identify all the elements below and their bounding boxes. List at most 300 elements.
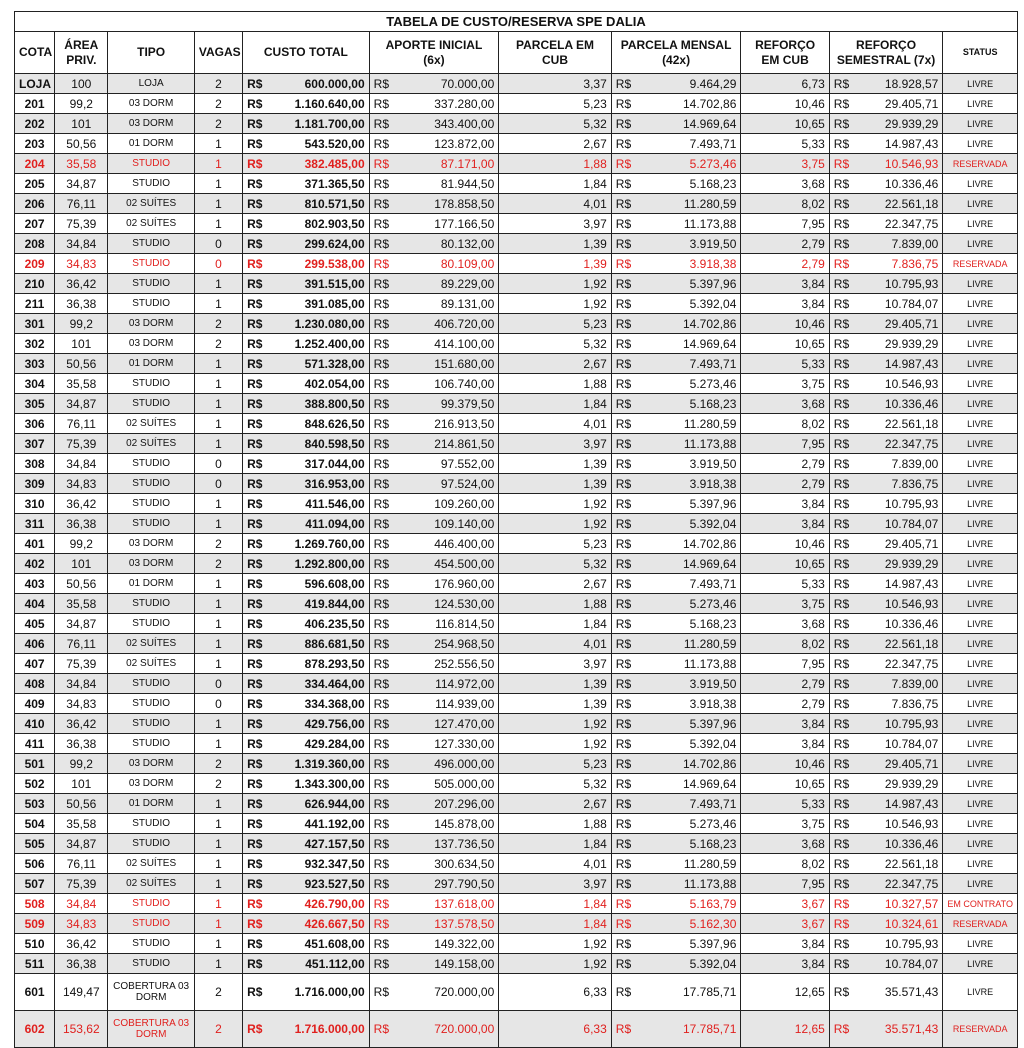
cell-cota: 602 <box>15 1011 55 1048</box>
cell-parcela-currency: R$ <box>611 574 637 594</box>
cell-parcela-mensal: 7.493,71 <box>637 354 740 374</box>
cell-cota: 306 <box>15 414 55 434</box>
cell-aporte-inicial: 106.740,00 <box>395 374 498 394</box>
cell-reforco-currency: R$ <box>829 574 855 594</box>
cell-reforco-semestral: 22.561,18 <box>855 194 942 214</box>
cell-area: 76,11 <box>55 194 108 214</box>
cell-custo-currency: R$ <box>243 354 271 374</box>
cell-aporte-inicial: 87.171,00 <box>395 154 498 174</box>
cell-custo-total: 429.756,00 <box>271 714 369 734</box>
cell-custo-total: 334.464,00 <box>271 674 369 694</box>
cell-reforco-currency: R$ <box>829 74 855 94</box>
cell-cota: 311 <box>15 514 55 534</box>
cell-parcela-mensal: 14.969,64 <box>637 774 740 794</box>
cell-custo-currency: R$ <box>243 174 271 194</box>
cell-custo-currency: R$ <box>243 654 271 674</box>
cell-custo-currency: R$ <box>243 254 271 274</box>
cell-reforco-semestral: 10.784,07 <box>855 734 942 754</box>
cell-vagas: 1 <box>194 174 242 194</box>
cell-parcela-currency: R$ <box>611 654 637 674</box>
cell-tipo: STUDIO <box>108 814 194 834</box>
cell-status: LIVRE <box>943 674 1018 694</box>
cell-aporte-inicial: 116.814,50 <box>395 614 498 634</box>
cell-area: 101 <box>55 774 108 794</box>
cell-parcela-mensal: 3.919,50 <box>637 234 740 254</box>
cell-parcela-cub: 1,39 <box>499 254 612 274</box>
cell-reforco-currency: R$ <box>829 294 855 314</box>
cell-parcela-cub: 1,92 <box>499 494 612 514</box>
table-row <box>15 934 1018 954</box>
cell-parcela-cub: 3,37 <box>499 74 612 94</box>
cell-aporte-currency: R$ <box>369 234 395 254</box>
cell-area: 50,56 <box>55 794 108 814</box>
cell-reforco-semestral: 7.839,00 <box>855 454 942 474</box>
cell-reforco-currency: R$ <box>829 214 855 234</box>
cell-vagas: 0 <box>194 674 242 694</box>
table-row <box>15 674 1018 694</box>
cell-status: LIVRE <box>943 234 1018 254</box>
cell-custo-currency: R$ <box>243 114 271 134</box>
cell-parcela-mensal: 5.397,96 <box>637 494 740 514</box>
cell-aporte-inicial: 109.260,00 <box>395 494 498 514</box>
cell-cota: 503 <box>15 794 55 814</box>
cell-parcela-cub: 5,32 <box>499 774 612 794</box>
cell-aporte-inicial: 178.858,50 <box>395 194 498 214</box>
cell-aporte-inicial: 114.939,00 <box>395 694 498 714</box>
cell-aporte-inicial: 406.720,00 <box>395 314 498 334</box>
cell-parcela-mensal: 14.969,64 <box>637 334 740 354</box>
cell-custo-total: 391.085,00 <box>271 294 369 314</box>
cell-area: 34,84 <box>55 454 108 474</box>
cell-reforco-semestral: 29.939,29 <box>855 554 942 574</box>
cell-parcela-currency: R$ <box>611 334 637 354</box>
cell-custo-total: 1.716.000,00 <box>271 974 369 1011</box>
cell-status: LIVRE <box>943 354 1018 374</box>
cell-custo-total: 382.485,00 <box>271 154 369 174</box>
cell-cota: 510 <box>15 934 55 954</box>
cell-status: LIVRE <box>943 274 1018 294</box>
cell-aporte-inicial: 124.530,00 <box>395 594 498 614</box>
cell-parcela-currency: R$ <box>611 394 637 414</box>
table-row <box>15 194 1018 214</box>
cell-area: 36,42 <box>55 494 108 514</box>
cell-reforco-currency: R$ <box>829 234 855 254</box>
cell-aporte-inicial: 97.524,00 <box>395 474 498 494</box>
cell-status: LIVRE <box>943 734 1018 754</box>
cell-status: LIVRE <box>943 974 1018 1011</box>
cell-aporte-currency: R$ <box>369 574 395 594</box>
cell-parcela-currency: R$ <box>611 454 637 474</box>
cell-parcela-mensal: 11.173,88 <box>637 214 740 234</box>
cell-area: 75,39 <box>55 874 108 894</box>
cell-vagas: 1 <box>194 214 242 234</box>
cell-custo-currency: R$ <box>243 494 271 514</box>
cell-aporte-currency: R$ <box>369 374 395 394</box>
cell-custo-total: 427.157,50 <box>271 834 369 854</box>
cell-vagas: 1 <box>194 834 242 854</box>
cell-parcela-mensal: 5.392,04 <box>637 954 740 974</box>
cell-vagas: 1 <box>194 574 242 594</box>
cell-custo-currency: R$ <box>243 94 271 114</box>
cell-area: 50,56 <box>55 354 108 374</box>
cell-cota: 403 <box>15 574 55 594</box>
cell-cota: 507 <box>15 874 55 894</box>
cell-parcela-cub: 2,67 <box>499 134 612 154</box>
cell-parcela-mensal: 5.273,46 <box>637 154 740 174</box>
cell-reforco-currency: R$ <box>829 494 855 514</box>
cell-reforco-cub: 3,84 <box>741 514 829 534</box>
table-row <box>15 854 1018 874</box>
cell-reforco-semestral: 10.336,46 <box>855 614 942 634</box>
cell-parcela-cub: 2,67 <box>499 354 612 374</box>
cell-vagas: 1 <box>194 854 242 874</box>
cell-aporte-currency: R$ <box>369 814 395 834</box>
cell-parcela-cub: 4,01 <box>499 634 612 654</box>
cell-status: LIVRE <box>943 454 1018 474</box>
cell-parcela-mensal: 3.919,50 <box>637 454 740 474</box>
cell-aporte-inicial: 177.166,50 <box>395 214 498 234</box>
cell-aporte-inicial: 109.140,00 <box>395 514 498 534</box>
cell-vagas: 1 <box>194 934 242 954</box>
cell-parcela-cub: 1,92 <box>499 514 612 534</box>
cell-vagas: 1 <box>194 794 242 814</box>
cell-parcela-cub: 1,92 <box>499 734 612 754</box>
cell-cota: 501 <box>15 754 55 774</box>
cell-tipo: 01 DORM <box>108 794 194 814</box>
cell-parcela-cub: 1,88 <box>499 154 612 174</box>
cell-vagas: 1 <box>194 614 242 634</box>
cell-parcela-currency: R$ <box>611 534 637 554</box>
cell-custo-currency: R$ <box>243 294 271 314</box>
cell-parcela-mensal: 11.280,59 <box>637 854 740 874</box>
cell-custo-total: 810.571,50 <box>271 194 369 214</box>
cell-parcela-currency: R$ <box>611 494 637 514</box>
table-row <box>15 694 1018 714</box>
cell-custo-total: 402.054,00 <box>271 374 369 394</box>
cell-tipo: STUDIO <box>108 734 194 754</box>
cell-custo-currency: R$ <box>243 974 271 1011</box>
cell-vagas: 0 <box>194 694 242 714</box>
cell-aporte-currency: R$ <box>369 654 395 674</box>
cell-parcela-cub: 3,97 <box>499 214 612 234</box>
cell-cota: 308 <box>15 454 55 474</box>
cell-parcela-currency: R$ <box>611 774 637 794</box>
cell-parcela-currency: R$ <box>611 834 637 854</box>
cell-aporte-currency: R$ <box>369 674 395 694</box>
cell-aporte-currency: R$ <box>369 494 395 514</box>
cell-aporte-currency: R$ <box>369 154 395 174</box>
cell-vagas: 1 <box>194 734 242 754</box>
cell-tipo: STUDIO <box>108 834 194 854</box>
cell-reforco-semestral: 10.546,93 <box>855 814 942 834</box>
cell-parcela-currency: R$ <box>611 914 637 934</box>
cell-parcela-cub: 5,32 <box>499 554 612 574</box>
cell-aporte-currency: R$ <box>369 274 395 294</box>
cell-reforco-cub: 10,46 <box>741 314 829 334</box>
cell-parcela-cub: 1,84 <box>499 174 612 194</box>
cell-cota: 205 <box>15 174 55 194</box>
cell-cota: 504 <box>15 814 55 834</box>
cell-parcela-cub: 1,84 <box>499 394 612 414</box>
cell-reforco-cub: 2,79 <box>741 254 829 274</box>
cell-status: LIVRE <box>943 394 1018 414</box>
cell-custo-total: 419.844,00 <box>271 594 369 614</box>
cell-parcela-mensal: 3.918,38 <box>637 254 740 274</box>
table-row <box>15 454 1018 474</box>
cell-parcela-cub: 5,23 <box>499 534 612 554</box>
cell-reforco-cub: 3,68 <box>741 394 829 414</box>
cell-parcela-mensal: 14.702,86 <box>637 754 740 774</box>
cell-reforco-currency: R$ <box>829 974 855 1011</box>
cell-parcela-mensal: 5.392,04 <box>637 734 740 754</box>
cell-parcela-cub: 3,97 <box>499 874 612 894</box>
cell-reforco-semestral: 10.546,93 <box>855 154 942 174</box>
cell-vagas: 1 <box>194 894 242 914</box>
table-row <box>15 874 1018 894</box>
cell-vagas: 2 <box>194 774 242 794</box>
table-row <box>15 354 1018 374</box>
cell-tipo: 01 DORM <box>108 134 194 154</box>
cell-aporte-inicial: 149.322,00 <box>395 934 498 954</box>
cell-reforco-cub: 2,79 <box>741 694 829 714</box>
cell-vagas: 2 <box>194 554 242 574</box>
cell-reforco-currency: R$ <box>829 194 855 214</box>
cell-status: LIVRE <box>943 74 1018 94</box>
cell-aporte-currency: R$ <box>369 954 395 974</box>
cell-reforco-currency: R$ <box>829 134 855 154</box>
cell-custo-total: 429.284,00 <box>271 734 369 754</box>
cell-tipo: 01 DORM <box>108 574 194 594</box>
cell-vagas: 2 <box>194 94 242 114</box>
cell-reforco-cub: 5,33 <box>741 354 829 374</box>
cell-custo-currency: R$ <box>243 854 271 874</box>
cell-custo-currency: R$ <box>243 694 271 714</box>
cell-vagas: 0 <box>194 474 242 494</box>
cell-reforco-semestral: 7.839,00 <box>855 234 942 254</box>
cell-cota: 601 <box>15 974 55 1011</box>
cell-custo-currency: R$ <box>243 554 271 574</box>
cell-vagas: 2 <box>194 974 242 1011</box>
cell-cota: 211 <box>15 294 55 314</box>
cell-parcela-mensal: 5.162,30 <box>637 914 740 934</box>
cell-custo-total: 334.368,00 <box>271 694 369 714</box>
cell-status: LIVRE <box>943 954 1018 974</box>
cell-parcela-mensal: 17.785,71 <box>637 974 740 1011</box>
cell-aporte-inicial: 252.556,50 <box>395 654 498 674</box>
cell-aporte-inicial: 70.000,00 <box>395 74 498 94</box>
cell-parcela-cub: 4,01 <box>499 414 612 434</box>
cell-parcela-cub: 1,39 <box>499 474 612 494</box>
table-row <box>15 274 1018 294</box>
cell-vagas: 2 <box>194 114 242 134</box>
cell-tipo: STUDIO <box>108 454 194 474</box>
table-row <box>15 574 1018 594</box>
cell-custo-currency: R$ <box>243 214 271 234</box>
cell-area: 36,42 <box>55 274 108 294</box>
cell-reforco-currency: R$ <box>829 694 855 714</box>
cell-vagas: 1 <box>194 914 242 934</box>
cell-parcela-mensal: 5.273,46 <box>637 594 740 614</box>
cell-parcela-mensal: 7.493,71 <box>637 794 740 814</box>
cell-status: RESERVADA <box>943 1011 1018 1048</box>
cell-custo-total: 878.293,50 <box>271 654 369 674</box>
cell-status: LIVRE <box>943 854 1018 874</box>
cell-vagas: 1 <box>194 594 242 614</box>
cell-reforco-semestral: 10.795,93 <box>855 714 942 734</box>
cell-parcela-mensal: 14.969,64 <box>637 114 740 134</box>
cell-aporte-currency: R$ <box>369 414 395 434</box>
cell-cota: 402 <box>15 554 55 574</box>
cell-status: LIVRE <box>943 594 1018 614</box>
cell-custo-currency: R$ <box>243 74 271 94</box>
cell-parcela-cub: 6,33 <box>499 1011 612 1048</box>
cell-tipo: 02 SUÍTES <box>108 414 194 434</box>
cell-parcela-mensal: 5.168,23 <box>637 174 740 194</box>
cell-reforco-cub: 10,46 <box>741 754 829 774</box>
cell-parcela-cub: 1,39 <box>499 234 612 254</box>
cell-custo-currency: R$ <box>243 454 271 474</box>
cell-area: 35,58 <box>55 594 108 614</box>
cell-reforco-cub: 5,33 <box>741 794 829 814</box>
cell-parcela-cub: 4,01 <box>499 854 612 874</box>
cell-status: LIVRE <box>943 874 1018 894</box>
cell-aporte-currency: R$ <box>369 134 395 154</box>
cell-reforco-currency: R$ <box>829 454 855 474</box>
cell-custo-total: 426.667,50 <box>271 914 369 934</box>
cell-aporte-currency: R$ <box>369 434 395 454</box>
cell-area: 99,2 <box>55 94 108 114</box>
cell-reforco-cub: 3,84 <box>741 714 829 734</box>
cell-aporte-inicial: 127.330,00 <box>395 734 498 754</box>
cell-parcela-currency: R$ <box>611 294 637 314</box>
cell-parcela-mensal: 5.397,96 <box>637 714 740 734</box>
table-row <box>15 774 1018 794</box>
cell-cota: 204 <box>15 154 55 174</box>
cell-aporte-currency: R$ <box>369 254 395 274</box>
cell-cota: 210 <box>15 274 55 294</box>
cell-parcela-currency: R$ <box>611 734 637 754</box>
cell-reforco-semestral: 10.795,93 <box>855 274 942 294</box>
cell-cota: 511 <box>15 954 55 974</box>
cell-custo-currency: R$ <box>243 474 271 494</box>
cell-vagas: 0 <box>194 454 242 474</box>
cell-parcela-currency: R$ <box>611 214 637 234</box>
cell-vagas: 1 <box>194 154 242 174</box>
cell-reforco-cub: 3,68 <box>741 834 829 854</box>
cell-aporte-currency: R$ <box>369 394 395 414</box>
header-tipo: TIPO <box>108 32 194 74</box>
cell-aporte-inicial: 137.618,00 <box>395 894 498 914</box>
cell-parcela-currency: R$ <box>611 154 637 174</box>
table-row <box>15 114 1018 134</box>
cell-custo-currency: R$ <box>243 134 271 154</box>
cell-reforco-semestral: 10.546,93 <box>855 374 942 394</box>
cell-aporte-inicial: 446.400,00 <box>395 534 498 554</box>
cell-parcela-currency: R$ <box>611 554 637 574</box>
table-row <box>15 314 1018 334</box>
cell-tipo: 01 DORM <box>108 354 194 374</box>
cell-reforco-semestral: 10.784,07 <box>855 954 942 974</box>
cell-parcela-currency: R$ <box>611 754 637 774</box>
cell-tipo: STUDIO <box>108 394 194 414</box>
cell-parcela-mensal: 14.702,86 <box>637 94 740 114</box>
cell-parcela-currency: R$ <box>611 234 637 254</box>
cell-vagas: 1 <box>194 294 242 314</box>
cell-area: 50,56 <box>55 134 108 154</box>
cell-reforco-cub: 3,67 <box>741 894 829 914</box>
cell-reforco-cub: 10,46 <box>741 534 829 554</box>
cell-tipo: 03 DORM <box>108 554 194 574</box>
table-row <box>15 434 1018 454</box>
cell-custo-currency: R$ <box>243 714 271 734</box>
cell-vagas: 2 <box>194 334 242 354</box>
cell-parcela-mensal: 14.702,86 <box>637 534 740 554</box>
cell-parcela-cub: 5,23 <box>499 314 612 334</box>
cell-custo-currency: R$ <box>243 734 271 754</box>
cell-cota: 303 <box>15 354 55 374</box>
cell-area: 75,39 <box>55 434 108 454</box>
table-row <box>15 254 1018 274</box>
cell-aporte-inicial: 149.158,00 <box>395 954 498 974</box>
cell-parcela-currency: R$ <box>611 954 637 974</box>
cell-parcela-cub: 1,39 <box>499 674 612 694</box>
cell-cota: 411 <box>15 734 55 754</box>
cell-reforco-currency: R$ <box>829 1011 855 1048</box>
header-parcela-cub: PARCELA EM CUB <box>499 32 612 74</box>
cell-status: LIVRE <box>943 694 1018 714</box>
cell-reforco-currency: R$ <box>829 734 855 754</box>
cell-status: LIVRE <box>943 614 1018 634</box>
cell-custo-currency: R$ <box>243 954 271 974</box>
header-area: ÁREA PRIV. <box>55 32 108 74</box>
cell-aporte-currency: R$ <box>369 914 395 934</box>
cell-aporte-inicial: 254.968,50 <box>395 634 498 654</box>
cell-custo-currency: R$ <box>243 154 271 174</box>
cell-reforco-currency: R$ <box>829 954 855 974</box>
cell-custo-currency: R$ <box>243 594 271 614</box>
cell-reforco-currency: R$ <box>829 854 855 874</box>
cell-reforco-currency: R$ <box>829 274 855 294</box>
cell-reforco-currency: R$ <box>829 554 855 574</box>
cell-reforco-currency: R$ <box>829 414 855 434</box>
cell-status: LIVRE <box>943 574 1018 594</box>
cell-area: 34,84 <box>55 234 108 254</box>
table-row <box>15 534 1018 554</box>
cell-tipo: STUDIO <box>108 294 194 314</box>
cell-custo-total: 1.181.700,00 <box>271 114 369 134</box>
cell-custo-total: 388.800,50 <box>271 394 369 414</box>
cell-custo-total: 299.538,00 <box>271 254 369 274</box>
cell-tipo: 02 SUÍTES <box>108 654 194 674</box>
cell-cota: 304 <box>15 374 55 394</box>
cell-parcela-cub: 5,32 <box>499 114 612 134</box>
cell-reforco-semestral: 10.795,93 <box>855 494 942 514</box>
cell-status: RESERVADA <box>943 154 1018 174</box>
cell-status: LIVRE <box>943 634 1018 654</box>
cell-tipo: 02 SUÍTES <box>108 194 194 214</box>
cell-aporte-inicial: 414.100,00 <box>395 334 498 354</box>
cell-reforco-semestral: 10.795,93 <box>855 934 942 954</box>
cell-reforco-semestral: 14.987,43 <box>855 794 942 814</box>
cell-parcela-mensal: 3.919,50 <box>637 674 740 694</box>
cell-area: 76,11 <box>55 634 108 654</box>
header-status: STATUS <box>943 32 1018 74</box>
cell-aporte-currency: R$ <box>369 534 395 554</box>
cell-parcela-mensal: 17.785,71 <box>637 1011 740 1048</box>
cell-reforco-currency: R$ <box>829 374 855 394</box>
cell-aporte-currency: R$ <box>369 794 395 814</box>
table-row <box>15 974 1018 1011</box>
